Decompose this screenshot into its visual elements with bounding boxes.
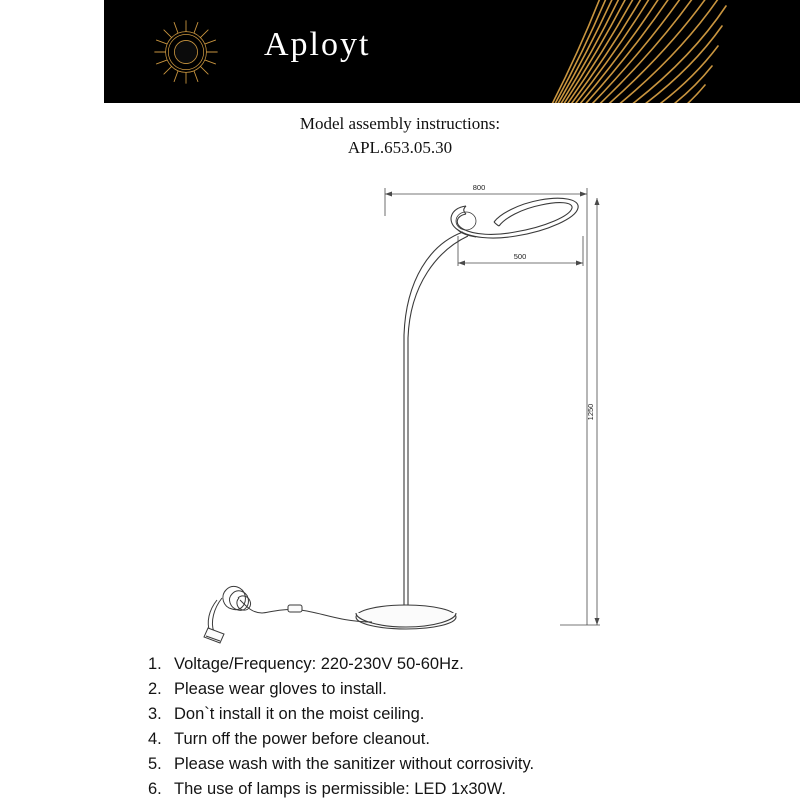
list-item-number: 3. [148,705,162,723]
dimension-top-width-label: 800 [472,183,486,192]
title-line-2: APL.653.05.30 [347,138,453,157]
lamp-ring-head [451,198,578,238]
list-item-text: Voltage/Frequency: 220-230V 50-60Hz. [174,655,464,673]
title-line-1: Model assembly instructions: [299,114,501,133]
power-cord [204,586,372,643]
brand-name: Aployt [264,26,371,63]
product-technical-drawing [0,170,800,650]
dimension-shade-width-label: 500 [513,252,527,261]
list-item [148,752,788,777]
sunburst-circle-logo-icon [152,18,220,86]
header-banner [104,0,800,103]
palm-ray-fan-icon [490,0,800,103]
list-item [148,727,788,752]
list-item [148,777,788,800]
list-item [148,702,788,727]
list-item [148,652,788,677]
instructions-list [148,652,788,800]
list-item-number: 2. [148,680,162,698]
list-item [148,677,788,702]
list-item-text: Please wear gloves to install. [174,680,387,698]
list-item-number: 6. [148,780,162,798]
list-item-number: 4. [148,730,162,748]
page-title [0,112,800,160]
dimension-total-height-label: 1250 [586,403,595,421]
list-item-text: Turn off the power before cleanout. [174,730,430,748]
lamp-base [356,605,456,629]
list-item-text: The use of lamps is permissible: LED 1x30W. [174,780,506,798]
dimension-top-width [385,188,587,625]
list-item-text: Don`t install it on the moist ceiling. [174,705,425,723]
list-item-number: 5. [148,755,162,773]
list-item-text: Please wash with the sanitizer without corrosivity. [174,755,535,773]
list-item-number: 1. [148,655,162,673]
lamp-arm [404,232,468,610]
dimension-shade-width [458,236,583,266]
